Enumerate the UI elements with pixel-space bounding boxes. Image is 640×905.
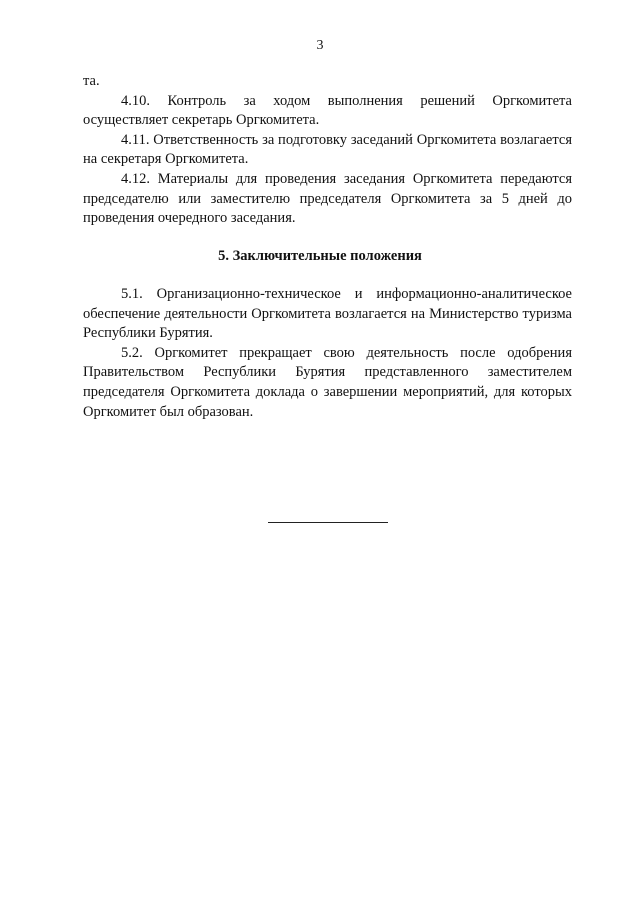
paragraph-continuation: та.: [83, 73, 100, 89]
paragraph-5-2: 5.2. Оргкомитет прекращает свою деятельность после одобрения Правительством Республики Бурятия представленного заместителем председателя Оргкомитета доклада о завершении мероприятий, для которых Оргкомитет был образован.: [83, 344, 572, 420]
continued-section: [83, 72, 572, 229]
paragraph-4-11: 4.11. Ответственность за подготовку заседаний Оргкомитета возлагается на секретаря Оргкомитета.: [83, 131, 572, 168]
paragraph-4-12: 4.12. Материалы для проведения заседания Оргкомитета передаются председателю или заместителю председателя Оргкомитета за 5 дней до проведения очередного заседания.: [83, 170, 572, 227]
paragraph-5-1: 5.1. Организационно-техническое и информационно-аналитическое обеспечение деятельности Оргкомитета возлагается на Министерство туризма Республики Бурятия.: [83, 286, 572, 342]
paragraph-4-10: 4.10. Контроль за ходом выполнения решений Оргкомитета осуществляет секретарь Оргкомитета.: [83, 92, 572, 129]
page-number: 3: [316, 38, 324, 53]
final-section: [83, 285, 572, 422]
section-heading-final-provisions: 5. Заключительные положения: [218, 248, 422, 264]
end-of-document-rule: [268, 522, 388, 523]
